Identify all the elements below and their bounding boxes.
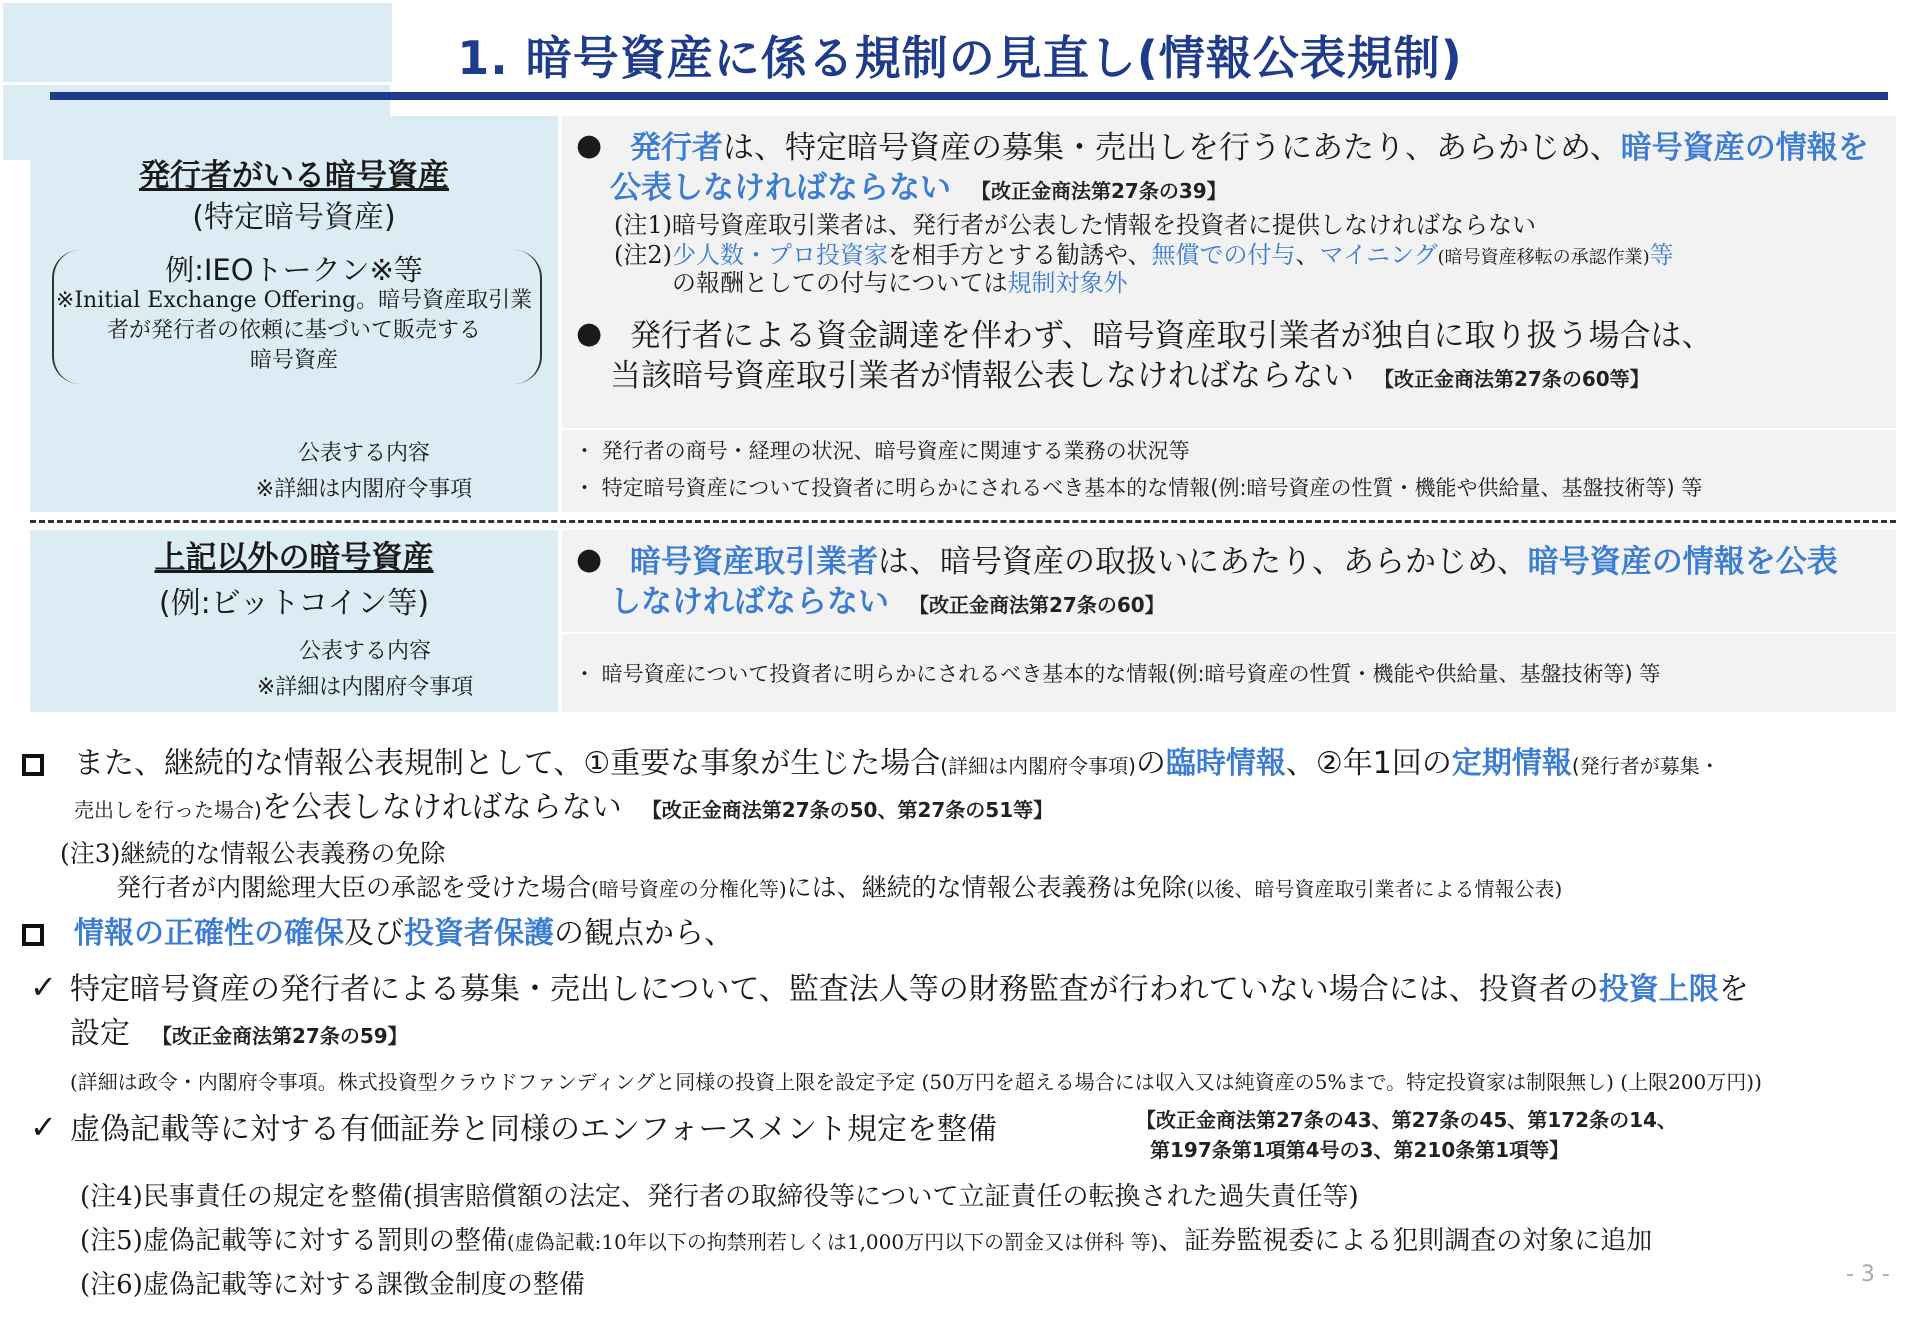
note3-paren: (暗号資産の分権化等): [591, 877, 787, 901]
law-reference: 【改正金商法第27条の50、第27条の51等】: [641, 798, 1054, 822]
bullet-dot: ●: [576, 128, 603, 163]
upper-content-label: [170, 436, 558, 508]
note5-text: (注5)虚偽記載等に対する罰則の整備: [80, 1226, 507, 1256]
check2-line: 虚偽記載等に対する有価証券と同様のエンフォースメント規定を整備: [70, 1112, 997, 1147]
check1-line2: [70, 1014, 408, 1056]
note5-text2: 、証券監視委による犯則調査の対象に追加: [1158, 1226, 1653, 1256]
check2-ref1: 【改正金商法第27条の43、第27条の45、第172条の14、: [1136, 1108, 1677, 1132]
bullet2-text: 当該暗号資産取引業者が情報公表しなければならない: [610, 358, 1354, 394]
ieo-note: [30, 286, 558, 376]
bullet-dot: ●: [576, 542, 603, 577]
lower-subheading: (例:ビットコイン等): [158, 586, 430, 621]
ieo-note-line1: ※Initial Exchange Offering。暗号資産取引業: [55, 288, 533, 313]
note3-body: [116, 868, 1562, 904]
note2-etc: 等: [1649, 241, 1674, 269]
note3-paren2: (以後、暗号資産取引業者による情報公表): [1186, 877, 1563, 901]
upper-content-item-2: ・ 特定暗号資産について投資者に明らかにされるべき基本的な情報(例:暗号資産の性質・機能や供給量、基盤技術等) 等: [574, 476, 1703, 500]
upper-example: 例:IEOトークン※等: [165, 253, 423, 287]
note6: (注6)虚偽記載等に対する課徴金制度の整備: [80, 1270, 585, 1300]
note2-comma: 、: [1295, 241, 1320, 269]
check1-note: (詳細は政令・内閣府令事項。株式投資型クラウドファンディングと同様の投資上限を設定予定 (50万円を超える場合には収入又は純資産の5%まで。特定投資家は制限無し) (上限200万円)): [70, 1070, 1762, 1094]
section1-note2: (発行者が募集・: [1571, 754, 1720, 778]
note2-text2: の報酬としての付与については: [672, 269, 1008, 297]
note5: [80, 1220, 1652, 1257]
section2-and: 及び: [344, 916, 404, 951]
pro-investor-highlight: 少人数・プロ投資家: [672, 241, 888, 269]
section-divider: [30, 520, 1896, 523]
note1: (注1)暗号資産取引業者は、発行者が公表した情報を投資者に提供しなければならない: [614, 211, 1536, 239]
section1-text: また、継続的な情報公表規制として、①重要な事象が生じた場合: [74, 746, 941, 781]
periodic-info-highlight: 定期情報: [1451, 746, 1572, 781]
ieo-note-line3: 暗号資産: [249, 348, 338, 373]
section2-line: [74, 914, 734, 954]
upper-bullet1-line1: [630, 128, 1869, 168]
check1-line1: [70, 970, 1749, 1010]
investor-protection-highlight: 投資者保護: [404, 916, 554, 951]
note2-line2: [672, 268, 1128, 298]
temporary-info-highlight: 臨時情報: [1165, 746, 1286, 781]
note3-text2: には、継続的な情報公表義務は免除: [786, 873, 1187, 902]
upper-content-label-note: ※詳細は内閣府令事項: [255, 477, 473, 502]
section1-line1: [74, 744, 1720, 786]
title-rule: [50, 92, 1888, 100]
upper-content-item-1: ・ 発行者の商号・経理の状況、暗号資産に関連する業務の状況等: [574, 439, 1190, 463]
check1-text: 特定暗号資産の発行者による募集・売出しについて、監査法人等の財務監査が行われていない場合には、投資者の: [70, 972, 1599, 1007]
lower-content-label: [172, 634, 558, 706]
upper-bullet1-line2: [610, 168, 1227, 211]
lower-content-label-note: ※詳細は内閣府令事項: [256, 675, 474, 700]
law-reference: 【改正金商法第27条の39】: [971, 179, 1227, 203]
check-icon: ✓: [30, 1108, 57, 1146]
dealer-highlight: 暗号資産取引業者: [630, 544, 878, 580]
law-reference: 【改正金商法第27条の59】: [152, 1024, 408, 1048]
bullet1-text: は、特定暗号資産の募集・売出しを行うにあたり、あらかじめ、: [723, 130, 1621, 166]
check1-wo: を: [1718, 972, 1749, 1007]
section1-line2: [74, 788, 1053, 830]
free-grant-highlight: 無償での付与: [1151, 241, 1296, 269]
upper-heading: 発行者がいる暗号資産: [139, 158, 449, 194]
law-reference: 【改正金商法第27条の60等】: [1374, 367, 1650, 391]
investment-cap-highlight: 投資上限: [1598, 972, 1719, 1007]
note5-paren: (虚偽記載:10年以下の拘禁刑若しくは1,000万円以下の罰金又は併科 等): [506, 1230, 1159, 1254]
section1-note3: 売出しを行った場合): [74, 798, 262, 822]
check2-ref2: 第197条第1項第4号の3、第210条第1項等】: [1150, 1138, 1570, 1162]
info-highlight: 暗号資産の情報を: [1620, 130, 1869, 166]
bullet-dot: ●: [576, 316, 603, 351]
lower-bullet-line2: [610, 582, 1165, 625]
note4: (注4)民事責任の規定を整備(損害賠償額の法定、発行者の取締役等について立証責任の転換された過失責任等): [80, 1182, 1359, 1212]
lower-content-label-text: 公表する内容: [298, 639, 431, 664]
section1-no: の: [1135, 746, 1166, 781]
must-publish-highlight: 公表しなければならない: [610, 170, 951, 206]
lower-content-item-1: ・ 暗号資産について投資者に明らかにされるべき基本的な情報(例:暗号資産の性質・機能や供給量、基盤技術等) 等: [574, 662, 1661, 686]
note2-label: (注2): [614, 241, 672, 269]
lower-bullet-line1: [630, 542, 1838, 582]
section1-note: (詳細は内閣府令事項): [940, 754, 1136, 778]
square-bullet-icon: [22, 924, 44, 946]
upper-bullet2-line2: [610, 356, 1650, 399]
upper-bullet2-line1: 発行者による資金調達を伴わず、暗号資産取引業者が独自に取り扱う場合は、: [630, 318, 1713, 354]
issuer-highlight: 発行者: [630, 130, 723, 166]
check1-set: 設定: [70, 1016, 130, 1051]
section1-text3: を公表しなければならない: [261, 790, 622, 825]
section2-text: の観点から、: [554, 916, 734, 951]
mining-note: (暗号資産移転の承認作業): [1437, 247, 1650, 268]
note2-text: を相手方とする勧誘や、: [888, 241, 1152, 269]
lower-heading: 上記以外の暗号資産: [154, 540, 434, 576]
square-bullet-icon: [22, 754, 44, 776]
note3-text: 発行者が内閣総理大臣の承認を受けた場合: [116, 873, 592, 902]
publish-info-highlight: 暗号資産の情報を公表: [1527, 544, 1838, 580]
must-highlight: しなければならない: [610, 584, 889, 620]
note3-title: (注3)継続的な情報公表義務の免除: [60, 839, 446, 868]
upper-content-label-text: 公表する内容: [297, 441, 430, 466]
check-icon: ✓: [30, 968, 57, 1006]
accuracy-highlight: 情報の正確性の確保: [74, 916, 344, 951]
upper-subheading: (特定暗号資産): [192, 200, 396, 235]
out-of-scope-highlight: 規制対象外: [1007, 269, 1128, 297]
section1-text2: 、②年1回の: [1285, 746, 1452, 781]
page-title: 1. 暗号資産に係る規制の見直し(情報公表規制): [457, 31, 1463, 85]
ieo-note-line2: 者が発行者の依頼に基づいて販売する: [106, 318, 481, 343]
law-reference: 【改正金商法第27条の60】: [909, 593, 1165, 617]
mining-highlight: マイニング: [1319, 241, 1438, 269]
page-number: - 3 -: [1846, 1262, 1890, 1287]
lower-bullet-text: は、暗号資産の取扱いにあたり、あらかじめ、: [878, 544, 1528, 580]
